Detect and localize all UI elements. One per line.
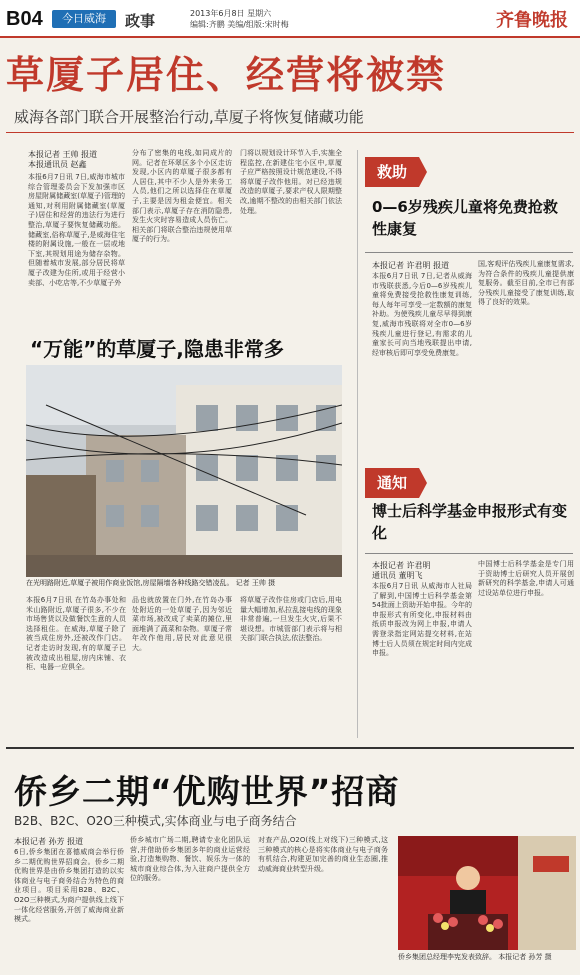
tag-notice: 通知 [365,468,419,498]
event-photo-art [398,836,576,950]
lead-byline-2: 本报通讯员 赵鑫 [28,160,87,169]
lead-column-1: 本报6月7日讯 7日,威海市城市综合管理委员会下发加强市区房屋附属储藏室(草厦子)管理的通知,对利用附属储藏室(草厦子)居住和经营的违法行为进行整治,草厦子要恢复储藏功能。储藏室,俗称草厦子,是威海住宅楼的附属设施,一般在一层或地下室,其规划用途为储存杂物。但随着城市发展,部分居民将草厦子改建为住所,或用于经营小卖部、小吃店等,不少草厦子外 [28,173,125,287]
side2-byline-2: 通讯员 董明飞 [372,571,423,580]
feature-column-3: 将草厦子改作住房或门店后,用电量大幅增加,私拉乱接电线的现象非常普遍,一旦发生火灾,后果不堪设想。市城管部门表示将与相关部门联合执法,依法整治。 [240,596,342,643]
side1-byline: 本报记者 许君明 报道 [372,261,450,270]
side2-column-1: 本报6月7日讯 从威海市人社局了解到,中国博士后科学基金第54批面上资助开始申报。今年的申报形式有所变化,申报材料由纸质申报改为网上申报,申请人需登录指定网站提交材料,在站博士后人员须在规定时间内完成申报。 [372,582,472,658]
page-number: B04 [6,8,43,30]
story2-column-2: 侨乡城市广场二期,聘请专业化团队运营,并借助侨乡集团多年的商业运营经验,打造集购物、餐饮、娱乐为一体的城市商业综合体,为入驻商户提供全方位的服务。 [130,836,250,883]
story2-subhead: B2B、B2C、O2O三种模式,实体商业与电子商务结合 [14,814,297,828]
dateline [190,8,350,30]
story2-byline: 本报记者 孙芳 报道 [14,837,84,846]
building-photo-art [26,365,342,577]
section-badge: 今日威海 [52,10,116,28]
lead-column-3: 门将以规划设计环节入手,实施全程监控,在新建住宅小区中,草厦子应严格按照设计规范建设,不得将草厦子改作他用。对已经违规改造的草厦子,要求产权人限期整改,逾期不整改的由相关部门依法处理。 [240,149,342,215]
feature-column-1: 本报6月7日讯 在竹岛办事处和米山路附近,草厦子很多,不少在市场售货以及做餐饮生意的人员选择租住。在威海,草厦子除了被当成住房外,还被改作门店。记者走访时发现,有的草厦子已被改造成出租屋,房内床铺、衣柜、电器一应俱全。 [26,596,126,672]
lead-headline: 草厦子居住、经营将被禁 [6,53,447,97]
side2-title: 博士后科学基金申报形式有变化 [372,502,568,542]
event-photo [398,836,576,950]
event-photo-caption: 侨乡集团总经理李宪发表致辞。 本报记者 孙芳 摄 [398,953,552,961]
lead-column-2: 分布了密集的电线,如同成片的网。记者在环翠区多个小区走访发现,小区内的草厦子很多都有人居住,其中不少人是外来务工人员,他们之所以选择住在草厦子,主要是因为租金便宜。相关部门表示,草厦子存在消防隐患,发生火灾时容易造成人员伤亡。相关部门将联合整治违规使用草厦子的行为。 [132,149,232,244]
side2-byline: 本报记者 许君明 [372,561,431,570]
photo-caption: 在光明路附近,草厦子被用作商业饭馆,房屋隔墙各种线路交错凌乱。 记者 王帅 摄 [26,579,276,587]
tag-rescue: 救助 [365,157,419,187]
divider [365,553,573,554]
pullquote: “万能”的草厦子,隐患非常多 [30,337,284,361]
feature-column-2: 品也就放置在门外,在竹岛办事处附近的一处草厦子,因为邻近菜市场,被改成了卖菜的摊位,里面堆满了蔬菜和杂物。草厦子常年改作他用,居民对此意见很大。 [132,596,232,652]
story2-column-3: 对查产品,O2O(线上对线下)三种模式,这三种模式的核心是将实体商业与电子商务有机结合,构建更加完善的商业生态圈,推动威海商业转型升级。 [258,836,388,873]
column-rule [357,150,358,738]
lead-byline: 本报记者 王帅 报道 [28,150,98,159]
divider [6,132,574,133]
side1-column-2: 国,客观评估残疾儿童康复需求,为符合条件的残疾儿童提供康复服务。截至目前,全市已有部分残疾儿童接受了康复训练,取得了良好的效果。 [478,260,574,307]
side1-title: 0—6岁残疾儿童将免费抢救性康复 [372,198,558,238]
staff-credit: 编辑:齐鹏 美编/组版:宋时梅 [190,20,289,29]
building-photo [26,365,342,577]
lead-subhead: 威海各部门联合开展整治行动,草厦子将恢复储藏功能 [14,108,364,126]
brand-logo: 齐鲁晚报 [496,10,568,31]
section-divider [6,747,574,749]
section-name: 政事 [125,12,156,30]
side2-column-2: 中国博士后科学基金是专门用于资助博士后研究人员开展创新研究的科学基金,申请人可通过设站单位进行申报。 [478,560,574,597]
masthead [0,0,580,38]
side1-column-1: 本报6月7日讯 7日,记者从威海市残联获悉,今后0—6岁残疾儿童将免费接受抢救性康复训练,每人每年可享受一定数额的康复补助。为使残疾儿童尽早得到康复,威海市残联将对全市0—6岁残疾儿童进行登记,有需求的儿童家长可向当地残联提出申请,经审核后即可享受免费康复。 [372,272,472,357]
divider [365,252,573,253]
date: 2013年6月8日 星期六 [190,9,272,18]
story2-column-1: 6日,侨乡集团在喜德威商会举行侨乡二期优购世界招商会。侨乡二期优购世界是由侨乡集团打造的以实体商业与电子商务结合为特色的商业项目。项目采用B2B、B2C、O2O三种模式,为商户提供线上线下一体化经营服务,开创了威海商业新模式。 [14,848,124,924]
story2-headline: 侨乡二期“优购世界”招商 [14,772,400,811]
